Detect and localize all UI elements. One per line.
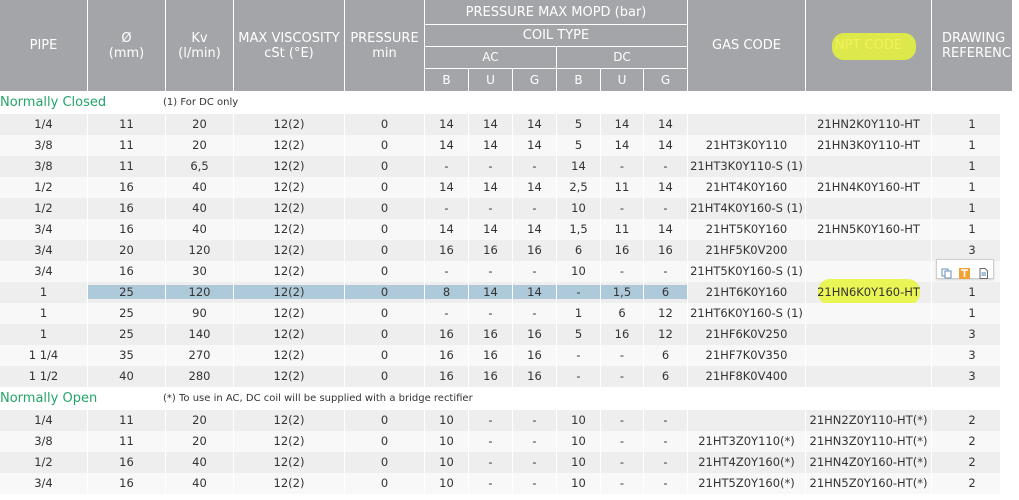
cell-gas-code: 21HT6K0Y160 [705, 285, 788, 299]
cell-dc-g: 14 [658, 117, 673, 131]
cell-ac-u: - [488, 455, 493, 469]
cell-npt-code [806, 345, 931, 366]
cell-pressure-min: 0 [380, 201, 389, 215]
cell-gas-code: 21HT5K0Y160-S (1) [690, 264, 803, 278]
cell-dc-b: 10 [571, 264, 586, 278]
cell-ac-b: 10 [439, 455, 454, 469]
table-row [0, 135, 1000, 156]
cell-dc-u: - [619, 413, 625, 427]
header-pressure-max-mopd: PRESSURE MAX MOPD (bar) [425, 0, 687, 24]
cell-dc-g: 6 [661, 285, 670, 299]
cell-kv: 20 [192, 413, 207, 427]
header-pipe: PIPE [0, 0, 87, 91]
cell-kv: 30 [192, 264, 207, 278]
table-row [0, 452, 1000, 473]
cell-dc-u: - [619, 348, 625, 362]
cell-drawing-reference: 2 [968, 413, 976, 427]
cell-ac-u: 16 [483, 243, 498, 257]
cell-dc-g: - [663, 413, 668, 427]
cell-dc-u: 6 [618, 306, 626, 320]
cell-drawing-reference: 1 [968, 159, 976, 173]
cell-dc-u: - [619, 455, 625, 469]
cell-gas-code: 21HF5K0V200 [705, 243, 788, 257]
cell-pipe: 3/4 [34, 264, 53, 278]
cell-dc-b: 5 [574, 327, 583, 341]
cell-kv: 20 [192, 138, 207, 152]
table-row [0, 156, 1000, 177]
cell-dc-g: - [663, 455, 668, 469]
cell-diameter: 25 [119, 327, 134, 341]
header-dc: DC [557, 47, 687, 68]
section-title: Normally Closed [0, 95, 107, 110]
cell-kv: 90 [192, 306, 207, 320]
table-row [0, 198, 1000, 219]
cell-npt-code: 21HN3Z0Y110-HT(*) [809, 434, 928, 448]
cell-pressure-min: 0 [380, 117, 389, 131]
cell-ac-b: 14 [439, 222, 454, 236]
cell-dc-g: 6 [661, 369, 670, 383]
header-diameter: Ø (mm) [88, 0, 165, 91]
cell-ac-b: - [444, 201, 449, 215]
cell-viscosity: 12(2) [273, 159, 305, 173]
cell-ac-g: 16 [527, 348, 542, 362]
cell-pipe: 1 [39, 285, 48, 299]
table-row [0, 324, 1000, 345]
cell-viscosity: 12(2) [273, 306, 305, 320]
cell-pipe: 1 [39, 306, 48, 320]
cell-pressure-min: 0 [380, 455, 389, 469]
cell-viscosity: 12(2) [273, 434, 305, 448]
cell-pipe: 1/2 [34, 455, 53, 469]
cell-pressure-min: 0 [380, 138, 389, 152]
cell-kv: 120 [188, 243, 211, 257]
table-row [0, 177, 1000, 198]
header-npt-code: NPT CODE [806, 0, 931, 91]
cell-diameter: 40 [119, 369, 134, 383]
cell-npt-code: 21HN4Z0Y160-HT(*) [809, 455, 928, 469]
cell-pipe: 1/4 [34, 117, 53, 131]
cell-drawing-reference: 2 [968, 455, 976, 469]
cell-ac-u: - [488, 264, 493, 278]
cell-drawing-reference: 1 [968, 138, 976, 152]
cell-diameter: 25 [119, 306, 134, 320]
cell-ac-g: 14 [527, 138, 542, 152]
cell-pipe: 3/8 [34, 138, 53, 152]
cell-diameter: 11 [119, 413, 134, 427]
cell-ac-b: - [444, 264, 449, 278]
cell-dc-u: 14 [614, 138, 630, 152]
table-row [0, 219, 1000, 240]
cell-diameter: 11 [119, 117, 134, 131]
cell-npt-code: 21HN6K0Y160-HT [817, 285, 920, 299]
cell-dc-u: - [619, 476, 625, 490]
cell-viscosity: 12(2) [273, 264, 305, 278]
cell-ac-g: - [532, 455, 537, 469]
cell-dc-u: 11 [614, 222, 630, 236]
cell-pressure-min: 0 [380, 413, 389, 427]
cell-gas-code: 21HF7K0V350 [705, 348, 788, 362]
cell-viscosity: 12(2) [273, 327, 305, 341]
cell-pressure-min: 0 [380, 327, 389, 341]
cell-dc-g: 12 [658, 327, 673, 341]
cell-dc-u: 16 [614, 243, 630, 257]
cell-drawing-reference: 1 [968, 306, 976, 320]
cell-pressure-min: 0 [380, 222, 389, 236]
cell-ac-g: - [532, 434, 537, 448]
cell-pipe: 1 1/4 [28, 348, 59, 362]
cell-dc-b: 10 [571, 201, 586, 215]
table-row [0, 282, 1000, 303]
table-row [0, 303, 1000, 324]
cell-ac-g: - [532, 201, 537, 215]
cell-npt-code [806, 240, 931, 261]
cell-ac-b: - [444, 159, 449, 173]
cell-dc-b: 6 [574, 243, 583, 257]
cell-drawing-reference: 1 [968, 117, 976, 131]
cell-dc-u: - [619, 434, 625, 448]
cell-pressure-min: 0 [380, 180, 389, 194]
cell-gas-code: 21HT5K0Y160 [705, 222, 788, 236]
cell-dc-b: 2,5 [569, 180, 588, 194]
cell-dc-b: 5 [574, 117, 583, 131]
header-gas-code: GAS CODE [688, 0, 805, 91]
cell-viscosity: 12(2) [273, 285, 305, 299]
cell-kv: 20 [192, 434, 207, 448]
cell-pipe: 3/4 [34, 222, 53, 236]
cell-ac-b: 16 [439, 369, 454, 383]
cell-pipe: 3/8 [34, 434, 53, 448]
cell-pressure-min: 0 [380, 243, 389, 257]
cell-pressure-min: 0 [380, 264, 389, 278]
cell-drawing-reference: 3 [968, 348, 976, 362]
cell-ac-u: 14 [483, 222, 498, 236]
cell-ac-g: 16 [527, 327, 542, 341]
section-note: (*) To use in AC, DC coil will be supplied with a bridge rectifier [163, 393, 473, 404]
cell-gas-code: 21HT3K0Y110-S (1) [690, 159, 803, 173]
cell-npt-code [806, 324, 931, 345]
cell-viscosity: 12(2) [273, 138, 305, 152]
cell-dc-u: - [619, 264, 625, 278]
table-row [0, 473, 1000, 494]
header-ac-b: B [425, 69, 468, 91]
cell-npt-code: 21HN2K0Y110-HT [817, 117, 920, 131]
cell-ac-b: 14 [439, 117, 454, 131]
cell-npt-code [806, 303, 931, 324]
cell-dc-g: 16 [658, 243, 673, 257]
cell-ac-g: 14 [527, 180, 542, 194]
cell-ac-b: 16 [439, 348, 454, 362]
cell-dc-b: 1,5 [569, 222, 588, 236]
cell-dc-g: 6 [661, 348, 670, 362]
cell-diameter: 11 [119, 138, 134, 152]
section-note: (1) For DC only [163, 97, 239, 108]
cell-dc-g: - [663, 434, 668, 448]
cell-diameter: 16 [119, 180, 134, 194]
cell-npt-code: 21HN2Z0Y110-HT(*) [809, 413, 928, 427]
cell-pipe: 3/8 [34, 159, 53, 173]
cell-ac-u: 14 [483, 117, 498, 131]
cell-ac-g: 14 [527, 285, 542, 299]
cell-kv: 20 [192, 117, 207, 131]
cell-pressure-min: 0 [380, 306, 389, 320]
section-normally-closed [0, 92, 1000, 113]
header-ac-u: U [469, 69, 512, 91]
cell-viscosity: 12(2) [273, 180, 305, 194]
cell-kv: 140 [188, 327, 211, 341]
cell-ac-u: 16 [483, 369, 498, 383]
cell-dc-u: 14 [614, 117, 630, 131]
cell-viscosity: 12(2) [273, 222, 305, 236]
cell-drawing-reference: 1 [968, 285, 976, 299]
header-drawing-reference: DRAWING REFERENCE [932, 0, 1012, 91]
cell-ac-u: - [488, 476, 493, 490]
cell-viscosity: 12(2) [273, 455, 305, 469]
table-row [0, 240, 1000, 261]
cell-dc-g: - [663, 159, 668, 173]
cell-kv: 280 [188, 369, 211, 383]
cell-drawing-reference: 2 [968, 476, 976, 490]
text-icon[interactable] [959, 264, 970, 275]
cell-pressure-min: 0 [380, 434, 389, 448]
cell-viscosity: 12(2) [273, 201, 305, 215]
table-row [0, 431, 1000, 452]
cell-viscosity: 12(2) [273, 369, 305, 383]
cell-kv: 40 [192, 455, 207, 469]
cell-dc-b: - [576, 285, 581, 299]
cell-dc-b: 14 [571, 159, 586, 173]
cell-ac-g: - [532, 264, 537, 278]
cell-gas-code: 21HT3Z0Y110(*) [698, 434, 795, 448]
cell-gas-code: 21HT4Z0Y160(*) [698, 455, 795, 469]
cell-pressure-min: 0 [380, 348, 389, 362]
cell-ac-u: 16 [483, 327, 498, 341]
cell-ac-g: 16 [527, 369, 542, 383]
selection-toolbar[interactable] [936, 259, 994, 279]
cell-ac-b: 8 [442, 285, 451, 299]
cell-drawing-reference: 1 [968, 222, 976, 236]
cell-pressure-min: 0 [380, 159, 389, 173]
cell-ac-u: 14 [483, 285, 498, 299]
header-coil-type: COIL TYPE [425, 25, 687, 46]
cell-kv: 40 [192, 180, 207, 194]
cell-viscosity: 12(2) [273, 348, 305, 362]
cell-pipe: 3/4 [34, 476, 53, 490]
cell-diameter: 16 [119, 455, 134, 469]
cell-dc-u: - [619, 201, 625, 215]
header-kv: Kv (l/min) [166, 0, 233, 91]
cell-ac-u: - [488, 201, 493, 215]
cell-dc-u: 11 [614, 180, 630, 194]
cell-npt-code [806, 366, 931, 387]
cell-drawing-reference: 3 [968, 327, 976, 341]
cell-gas-code [688, 114, 805, 135]
cell-pipe: 1/2 [34, 180, 53, 194]
header-dc-u: U [601, 69, 643, 91]
cell-gas-code: 21HT3K0Y110 [705, 138, 788, 152]
cell-pressure-min: 0 [380, 476, 389, 490]
cell-ac-g: - [532, 413, 537, 427]
cell-npt-code: 21HN5K0Y160-HT [817, 222, 920, 236]
cell-gas-code: 21HT4K0Y160 [705, 180, 788, 194]
cell-pipe: 1/4 [34, 413, 53, 427]
cell-ac-u: - [488, 413, 493, 427]
cell-gas-code: 21HF6K0V250 [705, 327, 788, 341]
cell-drawing-reference: 3 [968, 369, 976, 383]
cell-kv: 6,5 [190, 159, 209, 173]
cell-ac-g: 16 [527, 243, 542, 257]
cell-drawing-reference: 1 [968, 201, 976, 215]
cell-ac-b: 16 [439, 327, 454, 341]
header-ac: AC [425, 47, 556, 68]
cell-dc-g: - [663, 476, 668, 490]
cell-diameter: 35 [119, 348, 134, 362]
table-row [0, 114, 1000, 135]
cell-dc-b: - [576, 348, 581, 362]
cell-dc-g: 14 [658, 222, 673, 236]
cell-ac-b: 10 [439, 476, 454, 490]
section-normally-open [0, 388, 1000, 409]
cell-ac-b: 10 [439, 434, 454, 448]
header-pressure-min: PRESSURE min [345, 0, 424, 91]
cell-diameter: 20 [119, 243, 134, 257]
cell-dc-g: 14 [658, 180, 673, 194]
cell-gas-code: 21HT4K0Y160-S (1) [690, 201, 803, 215]
cell-dc-b: 10 [571, 455, 586, 469]
cell-ac-u: - [488, 159, 493, 173]
cell-drawing-reference: 3 [968, 243, 976, 257]
cell-kv: 40 [192, 201, 207, 215]
cell-gas-code: 21HT5Z0Y160(*) [698, 476, 795, 490]
cell-kv: 40 [192, 222, 207, 236]
header-dc-g: G [644, 69, 687, 91]
cell-dc-u: 16 [614, 327, 630, 341]
cell-ac-g: - [532, 306, 537, 320]
cell-drawing-reference: 2 [968, 434, 976, 448]
section-title: Normally Open [0, 391, 98, 406]
cell-kv: 40 [192, 476, 207, 490]
header-dc-b: B [557, 69, 600, 91]
cell-gas-code: 21HF8K0V400 [705, 369, 788, 383]
cell-ac-b: - [444, 306, 449, 320]
cell-npt-code: 21HN4K0Y160-HT [817, 180, 920, 194]
cell-dc-u: 1,5 [612, 285, 632, 299]
cell-dc-b: 10 [571, 476, 586, 490]
cell-pressure-min: 0 [380, 369, 389, 383]
cell-dc-b: 10 [571, 434, 586, 448]
cell-npt-code: 21HN3K0Y110-HT [817, 138, 920, 152]
cell-ac-g: 14 [527, 222, 542, 236]
cell-diameter: 11 [119, 434, 134, 448]
cell-diameter: 16 [119, 476, 134, 490]
cell-ac-g: 14 [527, 117, 542, 131]
cell-drawing-reference: 1 [968, 180, 976, 194]
cell-diameter: 11 [119, 159, 134, 173]
cell-dc-u: - [619, 369, 625, 383]
cell-dc-g: 14 [658, 138, 673, 152]
cell-ac-u: 14 [483, 180, 498, 194]
cell-diameter: 16 [119, 264, 134, 278]
header-max-viscosity: MAX VISCOSITY cSt (°E) [234, 0, 344, 91]
cell-dc-b: 1 [574, 306, 583, 320]
cell-dc-g: - [663, 264, 668, 278]
cell-gas-code: 21HT6K0Y160-S (1) [690, 306, 803, 320]
cell-dc-b: 5 [574, 138, 583, 152]
document-icon[interactable] [978, 264, 989, 275]
cell-ac-g: - [532, 159, 537, 173]
copy-icon[interactable] [941, 264, 952, 275]
cell-dc-u: - [619, 159, 625, 173]
cell-ac-u: - [488, 306, 493, 320]
cell-dc-g: - [663, 201, 668, 215]
cell-pipe: 1 [39, 327, 48, 341]
cell-ac-b: 14 [439, 138, 454, 152]
cell-kv: 120 [188, 285, 211, 299]
cell-viscosity: 12(2) [273, 243, 305, 257]
cell-dc-g: 12 [658, 306, 673, 320]
cell-npt-code [806, 156, 931, 177]
cell-ac-u: - [488, 434, 493, 448]
cell-ac-u: 16 [483, 348, 498, 362]
table-row [0, 410, 1000, 431]
cell-gas-code [688, 410, 805, 431]
cell-diameter: 25 [119, 285, 134, 299]
cell-ac-u: 14 [483, 138, 498, 152]
cell-dc-b: 10 [571, 413, 586, 427]
header-ac-g: G [513, 69, 556, 91]
cell-ac-g: - [532, 476, 537, 490]
cell-dc-b: - [576, 369, 581, 383]
cell-ac-b: 10 [439, 413, 454, 427]
cell-viscosity: 12(2) [273, 413, 305, 427]
cell-pressure-min: 0 [380, 285, 389, 299]
cell-pipe: 3/4 [34, 243, 53, 257]
cell-diameter: 16 [119, 222, 134, 236]
cell-npt-code [806, 198, 931, 219]
cell-pipe: 1 1/2 [28, 369, 59, 383]
cell-viscosity: 12(2) [273, 117, 305, 131]
cell-ac-b: 16 [439, 243, 454, 257]
cell-viscosity: 12(2) [273, 476, 305, 490]
cell-pipe: 1/2 [34, 201, 53, 215]
cell-diameter: 16 [119, 201, 134, 215]
table-row [0, 345, 1000, 366]
cell-npt-code: 21HN5Z0Y160-HT(*) [809, 476, 928, 490]
cell-kv: 270 [188, 348, 211, 362]
cell-ac-b: 14 [439, 180, 454, 194]
table-row [0, 366, 1000, 387]
